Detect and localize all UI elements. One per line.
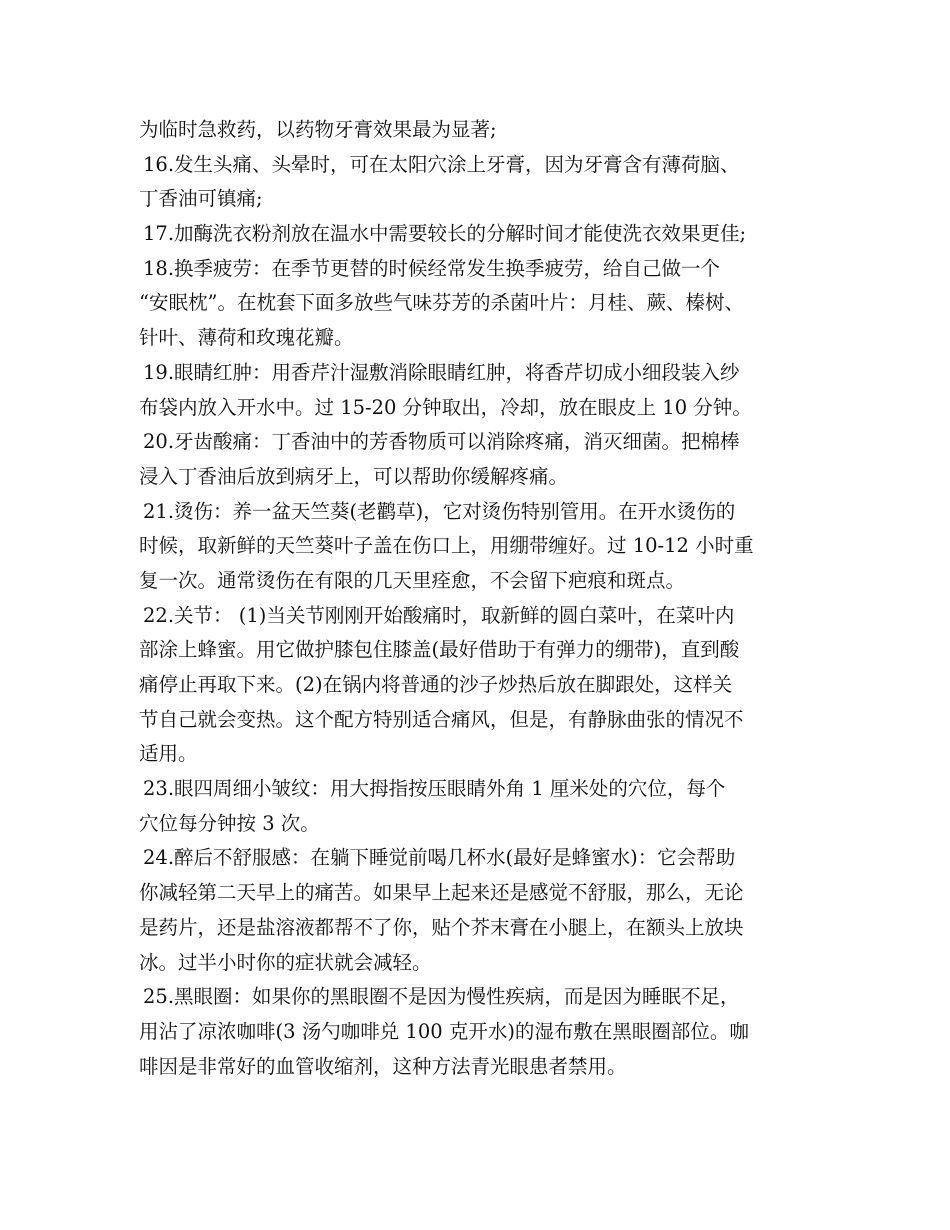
text-line: 20.牙齿酸痛：丁香油中的芳香物质可以消除疼痛，消灭细菌。把棉棒 <box>143 430 740 454</box>
text-line: 布袋内放入开水中。过 15-20 分钟取出，冷却，放在眼皮上 10 分钟。 <box>139 395 752 419</box>
text-line: 为临时急救药，以药物牙膏效果最为显著; <box>139 118 497 141</box>
text-line: 适用。 <box>139 742 198 766</box>
text-line: 22.关节： (1)当关节刚刚开始酸痛时，取新鲜的圆白菜叶，在菜叶内 <box>143 603 735 627</box>
text-line: 时候，取新鲜的天竺葵叶子盖在伤口上，用绷带缠好。过 10-12 小时重 <box>139 534 754 558</box>
text-line: 23.眼四周细小皱纹：用大拇指按压眼睛外角 1 厘米处的穴位，每个 <box>143 777 726 801</box>
text-line: 部涂上蜂蜜。用它做护膝包住膝盖(最好借助于有弹力的绷带)，直到酸 <box>139 638 740 662</box>
text-line: 穴位每分钟按 3 次。 <box>139 811 320 835</box>
text-line: 是药片，还是盐溶液都帮不了你，贴个芥末膏在小腿上，在额头上放块 <box>139 915 744 939</box>
text-line: 浸入丁香油后放到病牙上，可以帮助你缓解疼痛。 <box>139 464 569 488</box>
text-line: 你减轻第二天早上的痛苦。如果早上起来还是感觉不舒服，那么，无论 <box>139 881 744 905</box>
text-line: 痛停止再取下来。(2)在锅内将普通的沙子炒热后放在脚跟处，这样关 <box>139 673 733 696</box>
text-line: 25.黑眼圈：如果你的黑眼圈不是因为慢性疾病，而是因为睡眠不足， <box>143 985 740 1009</box>
text-line: 冰。过半小时你的症状就会减轻。 <box>139 950 432 974</box>
document-body <box>139 113 829 1084</box>
text-line: 针叶、薄荷和玫瑰花瓣。 <box>139 326 354 350</box>
text-line: 21.烫伤：养一盆天竺葵(老鹳草)，它对烫伤特别管用。在开水烫伤的 <box>143 499 736 523</box>
text-line: 丁香油可镇痛; <box>139 187 263 211</box>
text-line: 复一次。通常烫伤在有限的几天里痊愈，不会留下疤痕和斑点。 <box>139 568 686 592</box>
text-line: 18.换季疲劳：在季节更替的时候经常发生换季疲劳，给自己做一个 <box>143 256 721 280</box>
text-line: 啡因是非常好的血管收缩剂，这种方法青光眼患者禁用。 <box>139 1054 627 1078</box>
text-line: “安眠枕”。在枕套下面多放些气味芬芳的杀菌叶片：月桂、蕨、榛树、 <box>139 291 744 315</box>
text-line: 用沾了凉浓咖啡(3 汤勺咖啡兑 100 克开水)的湿布敷在黑眼圈部位。咖 <box>139 1019 749 1043</box>
text-line: 24.醉后不舒服感：在躺下睡觉前喝几杯水(最好是蜂蜜水)：它会帮助 <box>143 846 736 870</box>
text-line: 16.发生头痛、头晕时，可在太阳穴涂上牙膏，因为牙膏含有薄荷脑、 <box>143 152 740 176</box>
text-line: 节自己就会变热。这个配方特别适合痛风，但是，有静脉曲张的情况不 <box>139 707 744 731</box>
text-line: 17.加酶洗衣粉剂放在温水中需要较长的分解时间才能使洗衣效果更佳; <box>143 222 747 246</box>
text-line: 19.眼睛红肿：用香芹汁湿敷消除眼睛红肿，将香芹切成小细段装入纱 <box>143 360 740 384</box>
